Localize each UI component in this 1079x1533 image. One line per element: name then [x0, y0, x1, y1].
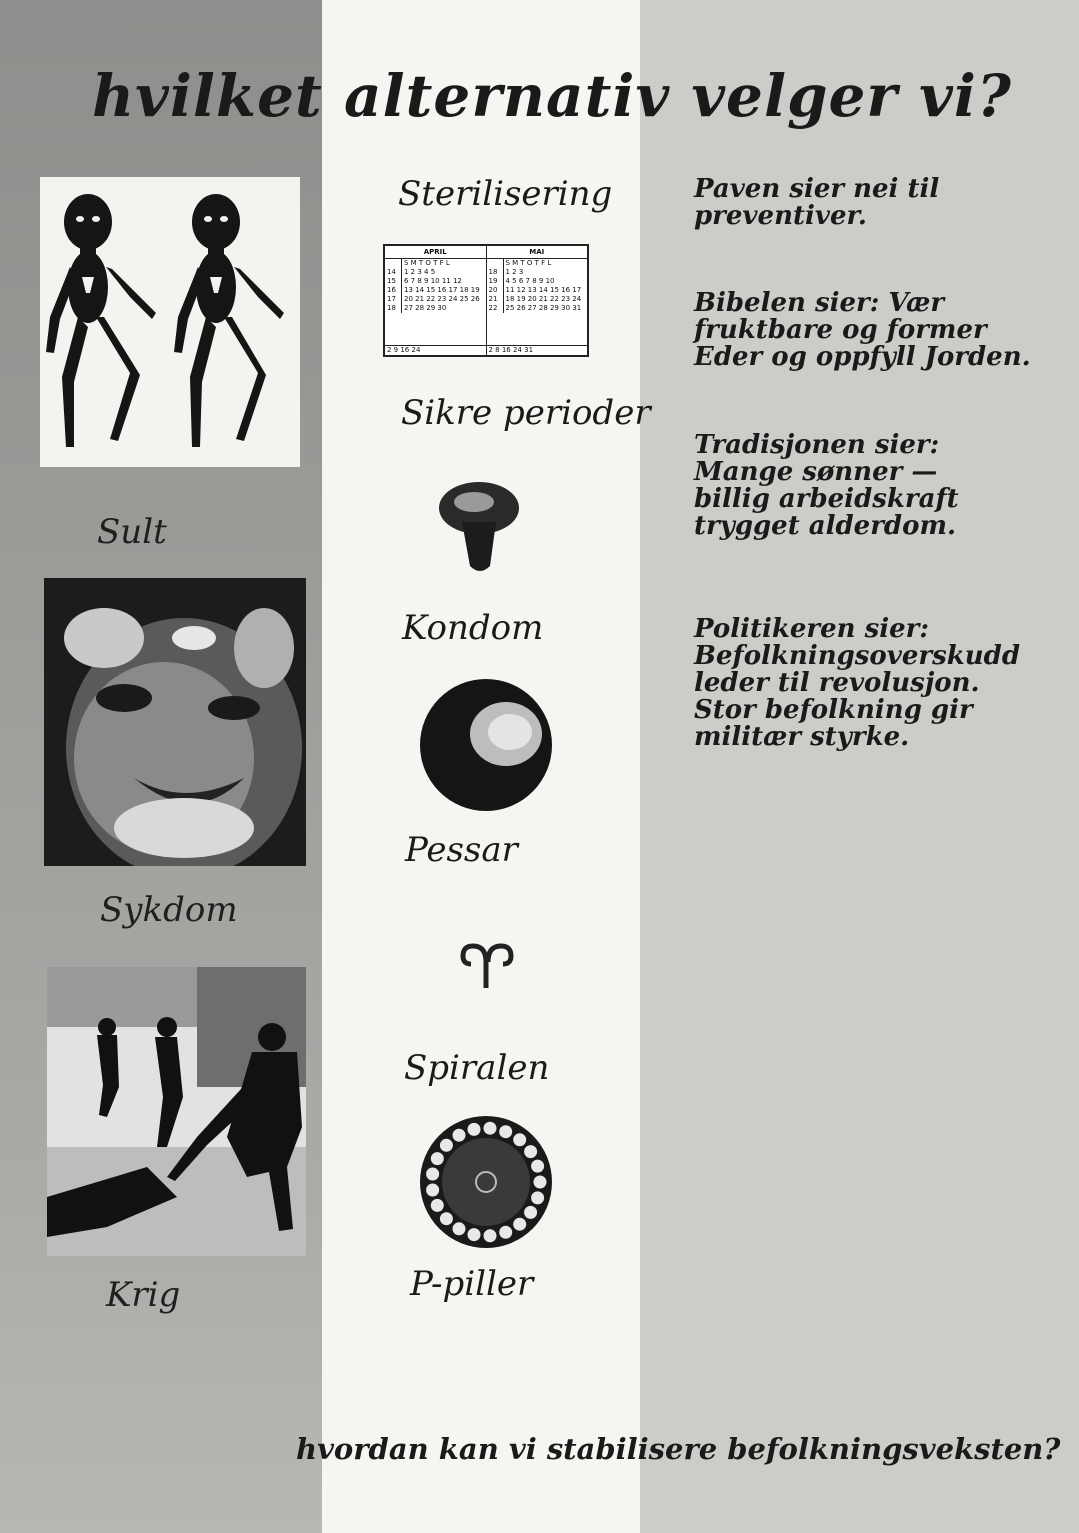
caption-krig: Krig [106, 1275, 181, 1315]
diaphragm-icon [418, 678, 554, 812]
pill [499, 1226, 512, 1239]
pill [513, 1133, 526, 1146]
method-pessar: Pessar [405, 830, 518, 870]
calendar-week-row: 17 20 21 22 23 24 25 26 [387, 295, 480, 303]
pill [524, 1206, 537, 1219]
pill [534, 1176, 547, 1189]
calendar-month-mai [487, 246, 588, 355]
calendar-week-row: 18 1 2 3 [488, 268, 524, 276]
calendar-week-row: 14 1 2 3 4 5 [387, 268, 436, 276]
statement-politikeren: Politikeren sier: Befolkningsoverskudd leder til revolusjon. Stor befolkning gir militær styrke. [694, 614, 1021, 752]
pill [440, 1139, 453, 1152]
pill [453, 1222, 466, 1235]
pill-dispenser-icon [418, 1114, 554, 1250]
statement-paven: Paven sier nei til preventiver. [694, 174, 940, 231]
condom-icon [436, 478, 522, 576]
method-sikre-perioder: Sikre perioder [401, 393, 651, 433]
pill [453, 1129, 466, 1142]
pill [513, 1218, 526, 1231]
calendar-month-name: MAI [487, 246, 588, 259]
calendar-week-row: 19 4 5 6 7 8 9 10 [488, 277, 555, 285]
pill [531, 1191, 544, 1204]
pill [484, 1122, 497, 1135]
calendar-weekday-header: S M T O T F L [505, 259, 552, 267]
bottom-question: hvordan kan vi stabilisere befolkningsveksten? [296, 1432, 1061, 1466]
spiral-iud-icon [459, 940, 515, 992]
pill [499, 1125, 512, 1138]
caption-sult: Sult [97, 512, 167, 552]
pill [531, 1160, 544, 1173]
war-scene-photo [47, 967, 306, 1256]
pill [468, 1123, 481, 1136]
method-spiralen: Spiralen [404, 1048, 550, 1088]
method-p-piller: P-piller [410, 1264, 534, 1304]
calendar-moon-phases: 2 9 16 24 [385, 345, 486, 355]
calendar-month-name: APRIL [385, 246, 486, 259]
calendar-weekday-header: S M T O T F L [404, 259, 450, 267]
statement-tradisjonen: Tradisjonen sier: Mange sønner — billig arbeidskraft trygget alderdom. [694, 430, 959, 541]
pill [440, 1212, 453, 1225]
calendar-week-row: 22 25 26 27 28 29 30 31 [488, 304, 582, 312]
method-kondom: Kondom [402, 608, 544, 648]
pill [484, 1229, 497, 1242]
calendar-week-row: 20 11 12 13 14 15 16 17 [488, 286, 582, 294]
pill [426, 1168, 439, 1181]
starving-children-photo [40, 177, 300, 467]
method-sterilisering: Sterilisering [398, 174, 613, 214]
calendar-week-row: 15 6 7 8 9 10 11 12 [387, 277, 462, 285]
sick-child-face-photo [44, 578, 306, 866]
pill [468, 1228, 481, 1241]
statement-bibelen: Bibelen sier: Vær fruktbare og former Eder og oppfyll Jorden. [694, 288, 1031, 372]
calendar-week-row: 18 27 28 29 30 [387, 304, 447, 312]
calendar-moon-phases: 2 8 16 24 31 [487, 345, 588, 355]
calendar-april-mai [383, 244, 589, 357]
calendar-week-row: 21 18 19 20 21 22 23 24 [488, 295, 582, 303]
page-title: hvilket alternativ velger vi? [92, 62, 1012, 130]
calendar-week-row: 16 13 14 15 16 17 18 19 [387, 286, 480, 294]
pill [426, 1184, 439, 1197]
pill [431, 1199, 444, 1212]
caption-sykdom: Sykdom [100, 890, 238, 930]
calendar-month-april [385, 246, 487, 355]
pill [524, 1145, 537, 1158]
pill [431, 1152, 444, 1165]
